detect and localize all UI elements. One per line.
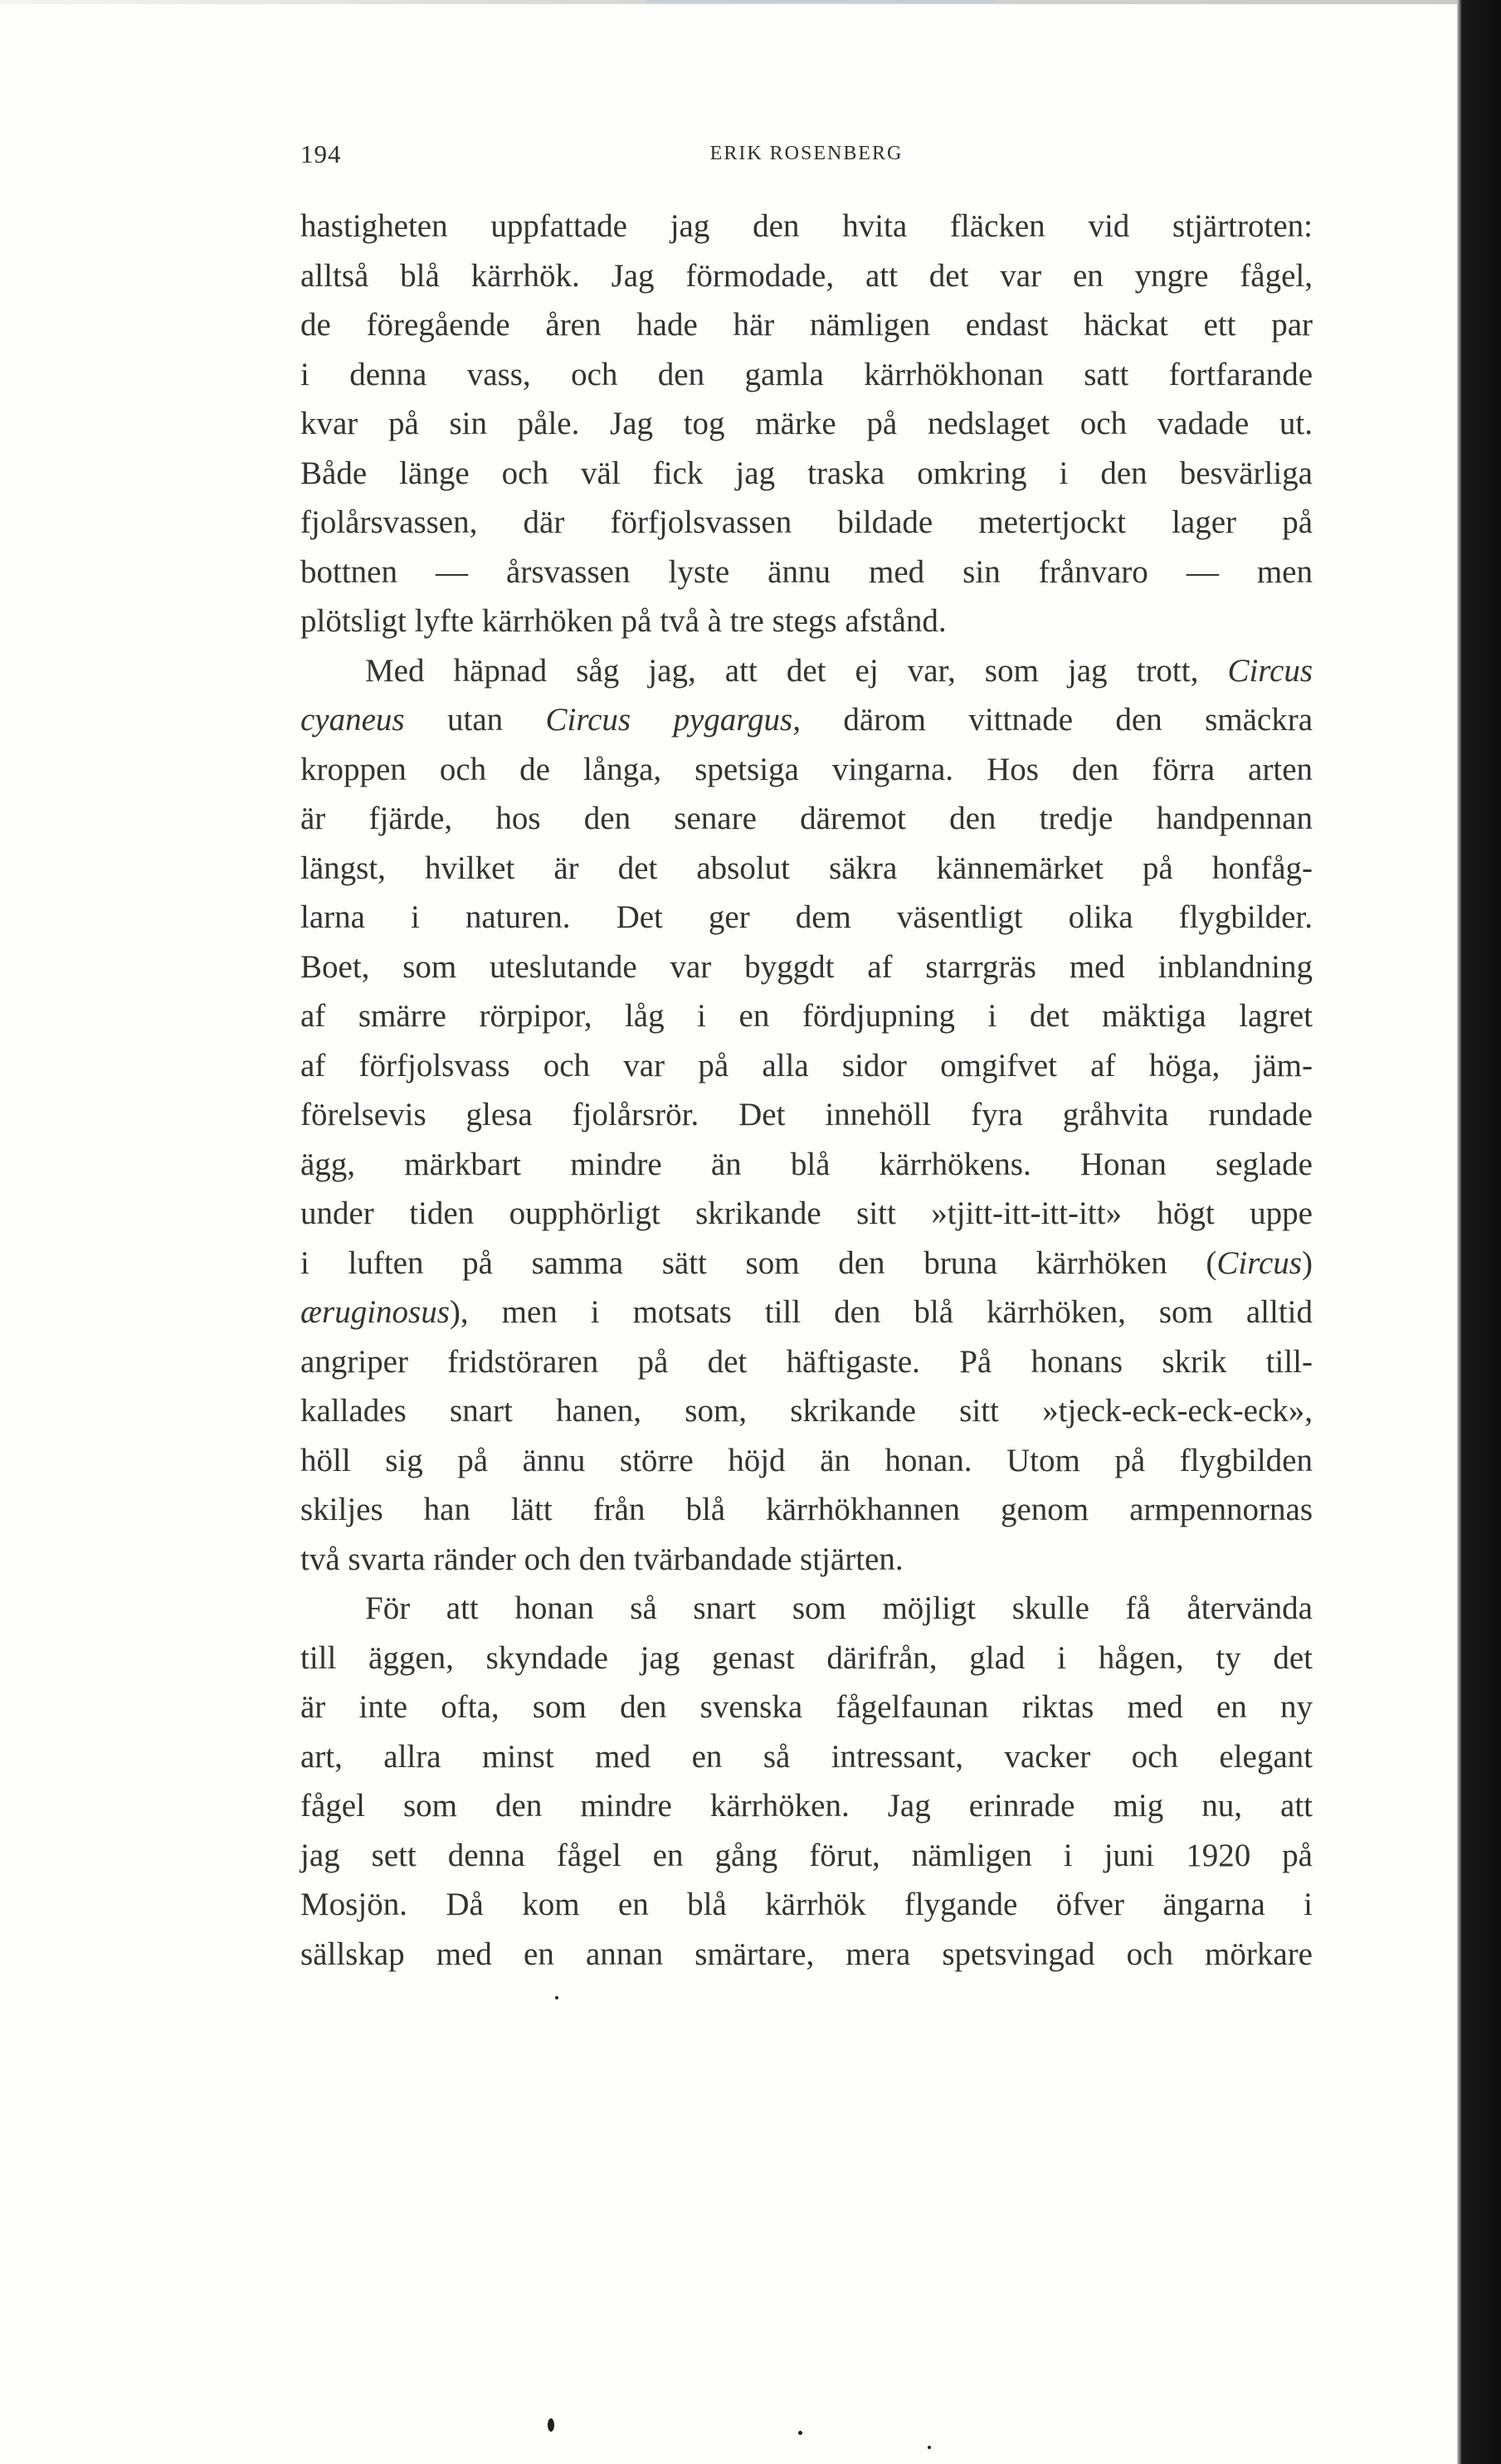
text-line: ägg, märkbart mindre än blå kärrhökens. Honan seglade [300, 1146, 1313, 1182]
text-line: art, allra minst med en så intressant, vacker och elegant [300, 1738, 1313, 1775]
text-line: skiljes han lätt från blå kärrhökhannen genom armpennornas [300, 1492, 1313, 1527]
text-line: höll sig på ännu större höjd än honan. Utom på flygbilden [300, 1442, 1313, 1478]
page-number: 194 [300, 139, 342, 168]
text-line: kvar på sin påle. Jag tog märke på nedslaget och vadade ut. [300, 406, 1313, 441]
text-line: af förfjolsvass och var på alla sidor omgifvet af höga, jäm- [300, 1047, 1313, 1083]
text-segment: ) [1302, 1244, 1313, 1281]
text-line: längst, hvilket är det absolut säkra kännemärket på honfåg- [300, 850, 1313, 886]
text-line [300, 695, 1313, 745]
text-line: i denna vass, och den gamla kärrhökhonan satt fortfarande [300, 356, 1313, 392]
text-line: bottnen — årsvassen lyste ännu med sin frånvaro — men [300, 553, 1313, 590]
text-line: Mosjön. Då kom en blå kärrhök flygande öfver ängarna i [300, 1887, 1313, 1922]
species-name: Circus [1216, 1244, 1302, 1281]
text-line: Både länge och väl fick jag traska omkring i den besvärliga [300, 455, 1313, 491]
text-line: alltså blå kärrhök. Jag förmodade, att det var en yngre fågel, [300, 257, 1313, 294]
body-text [300, 202, 1313, 1979]
text-line: plötsligt lyfte kärrhöken på två à tre stegs afstånd. [300, 603, 947, 639]
text-line [300, 1288, 1313, 1337]
text-segment: ), men i motsats till den blå kärrhöken, som alltid [449, 1294, 1313, 1330]
text-segment: i luften på samma sätt som den bruna kärrhöken ( [300, 1244, 1217, 1281]
text-line: fjolårsvassen, där förfjolsvassen bildade metertjockt lager på [300, 504, 1313, 540]
species-name: cyaneus [300, 702, 405, 738]
scan-speck [798, 2431, 802, 2435]
text-line: under tiden oupphörligt skrikande sitt »tjitt-itt-itt-itt» högt uppe [300, 1195, 1313, 1231]
text-line: angriper fridstöraren på det häftigaste. På honans skrik till- [300, 1343, 1313, 1380]
species-name: Circus pygargus, [545, 702, 801, 738]
text-line: kroppen och de långa, spetsiga vingarna. Hos den förra arten [300, 751, 1313, 787]
scan-speck [548, 2418, 554, 2432]
text-line: sällskap med en annan smärtare, mera spetsvingad och mörkare [300, 1936, 1313, 1972]
text-line: fågel som den mindre kärrhöken. Jag erinrade mig nu, att [300, 1788, 1313, 1824]
running-head [300, 139, 1313, 173]
scan-speck [928, 2446, 931, 2449]
species-name: æruginosus [300, 1294, 450, 1330]
running-title: ERIK ROSENBERG [709, 143, 904, 164]
species-name: Circus [1227, 652, 1313, 689]
scan-speck [555, 1996, 558, 1999]
text-line [300, 646, 1313, 696]
text-line: två svarta ränder och den tvärbandade stjärten. [300, 1541, 904, 1577]
text-segment: Med häpnad såg jag, att det ej var, som jag trott, [365, 652, 1199, 689]
text-line: är inte ofta, som den svenska fågelfaunan riktas med en ny [300, 1689, 1313, 1725]
text-line: jag sett denna fågel en gång förut, nämligen i juni 1920 på [300, 1837, 1313, 1873]
text-line: larna i naturen. Det ger dem väsentligt olika flygbilder. [300, 899, 1313, 935]
text-line [300, 1239, 1313, 1288]
text-segment: utan [447, 702, 504, 738]
scan-right-edge [1457, 0, 1501, 2464]
text-line: hastigheten uppfattade jag den hvita fläcken vid stjärtroten: [300, 208, 1313, 244]
scan-top-accent [647, 0, 996, 2]
text-segment: därom vittnade den smäckra [843, 702, 1313, 738]
text-line: För att honan så snart som möjligt skulle få återvända [365, 1590, 1313, 1626]
text-line: till äggen, skyndade jag genast därifrån, glad i hågen, ty det [300, 1639, 1313, 1676]
text-line: kallades snart hanen, som, skrikande sitt »tjeck-eck-eck-eck», [300, 1393, 1313, 1429]
text-line: är fjärde, hos den senare däremot den tredje handpennan [300, 801, 1313, 836]
text-line: Boet, som uteslutande var byggdt af starrgräs med inblandning [300, 948, 1313, 985]
text-line: af smärre rörpipor, låg i en fördjupning i det mäktiga lagret [300, 998, 1313, 1034]
text-line: förelsevis glesa fjolårsrör. Det innehöll fyra gråhvita rundade [300, 1097, 1313, 1132]
text-line: de föregående åren hade här nämligen endast häckat ett par [300, 307, 1313, 343]
